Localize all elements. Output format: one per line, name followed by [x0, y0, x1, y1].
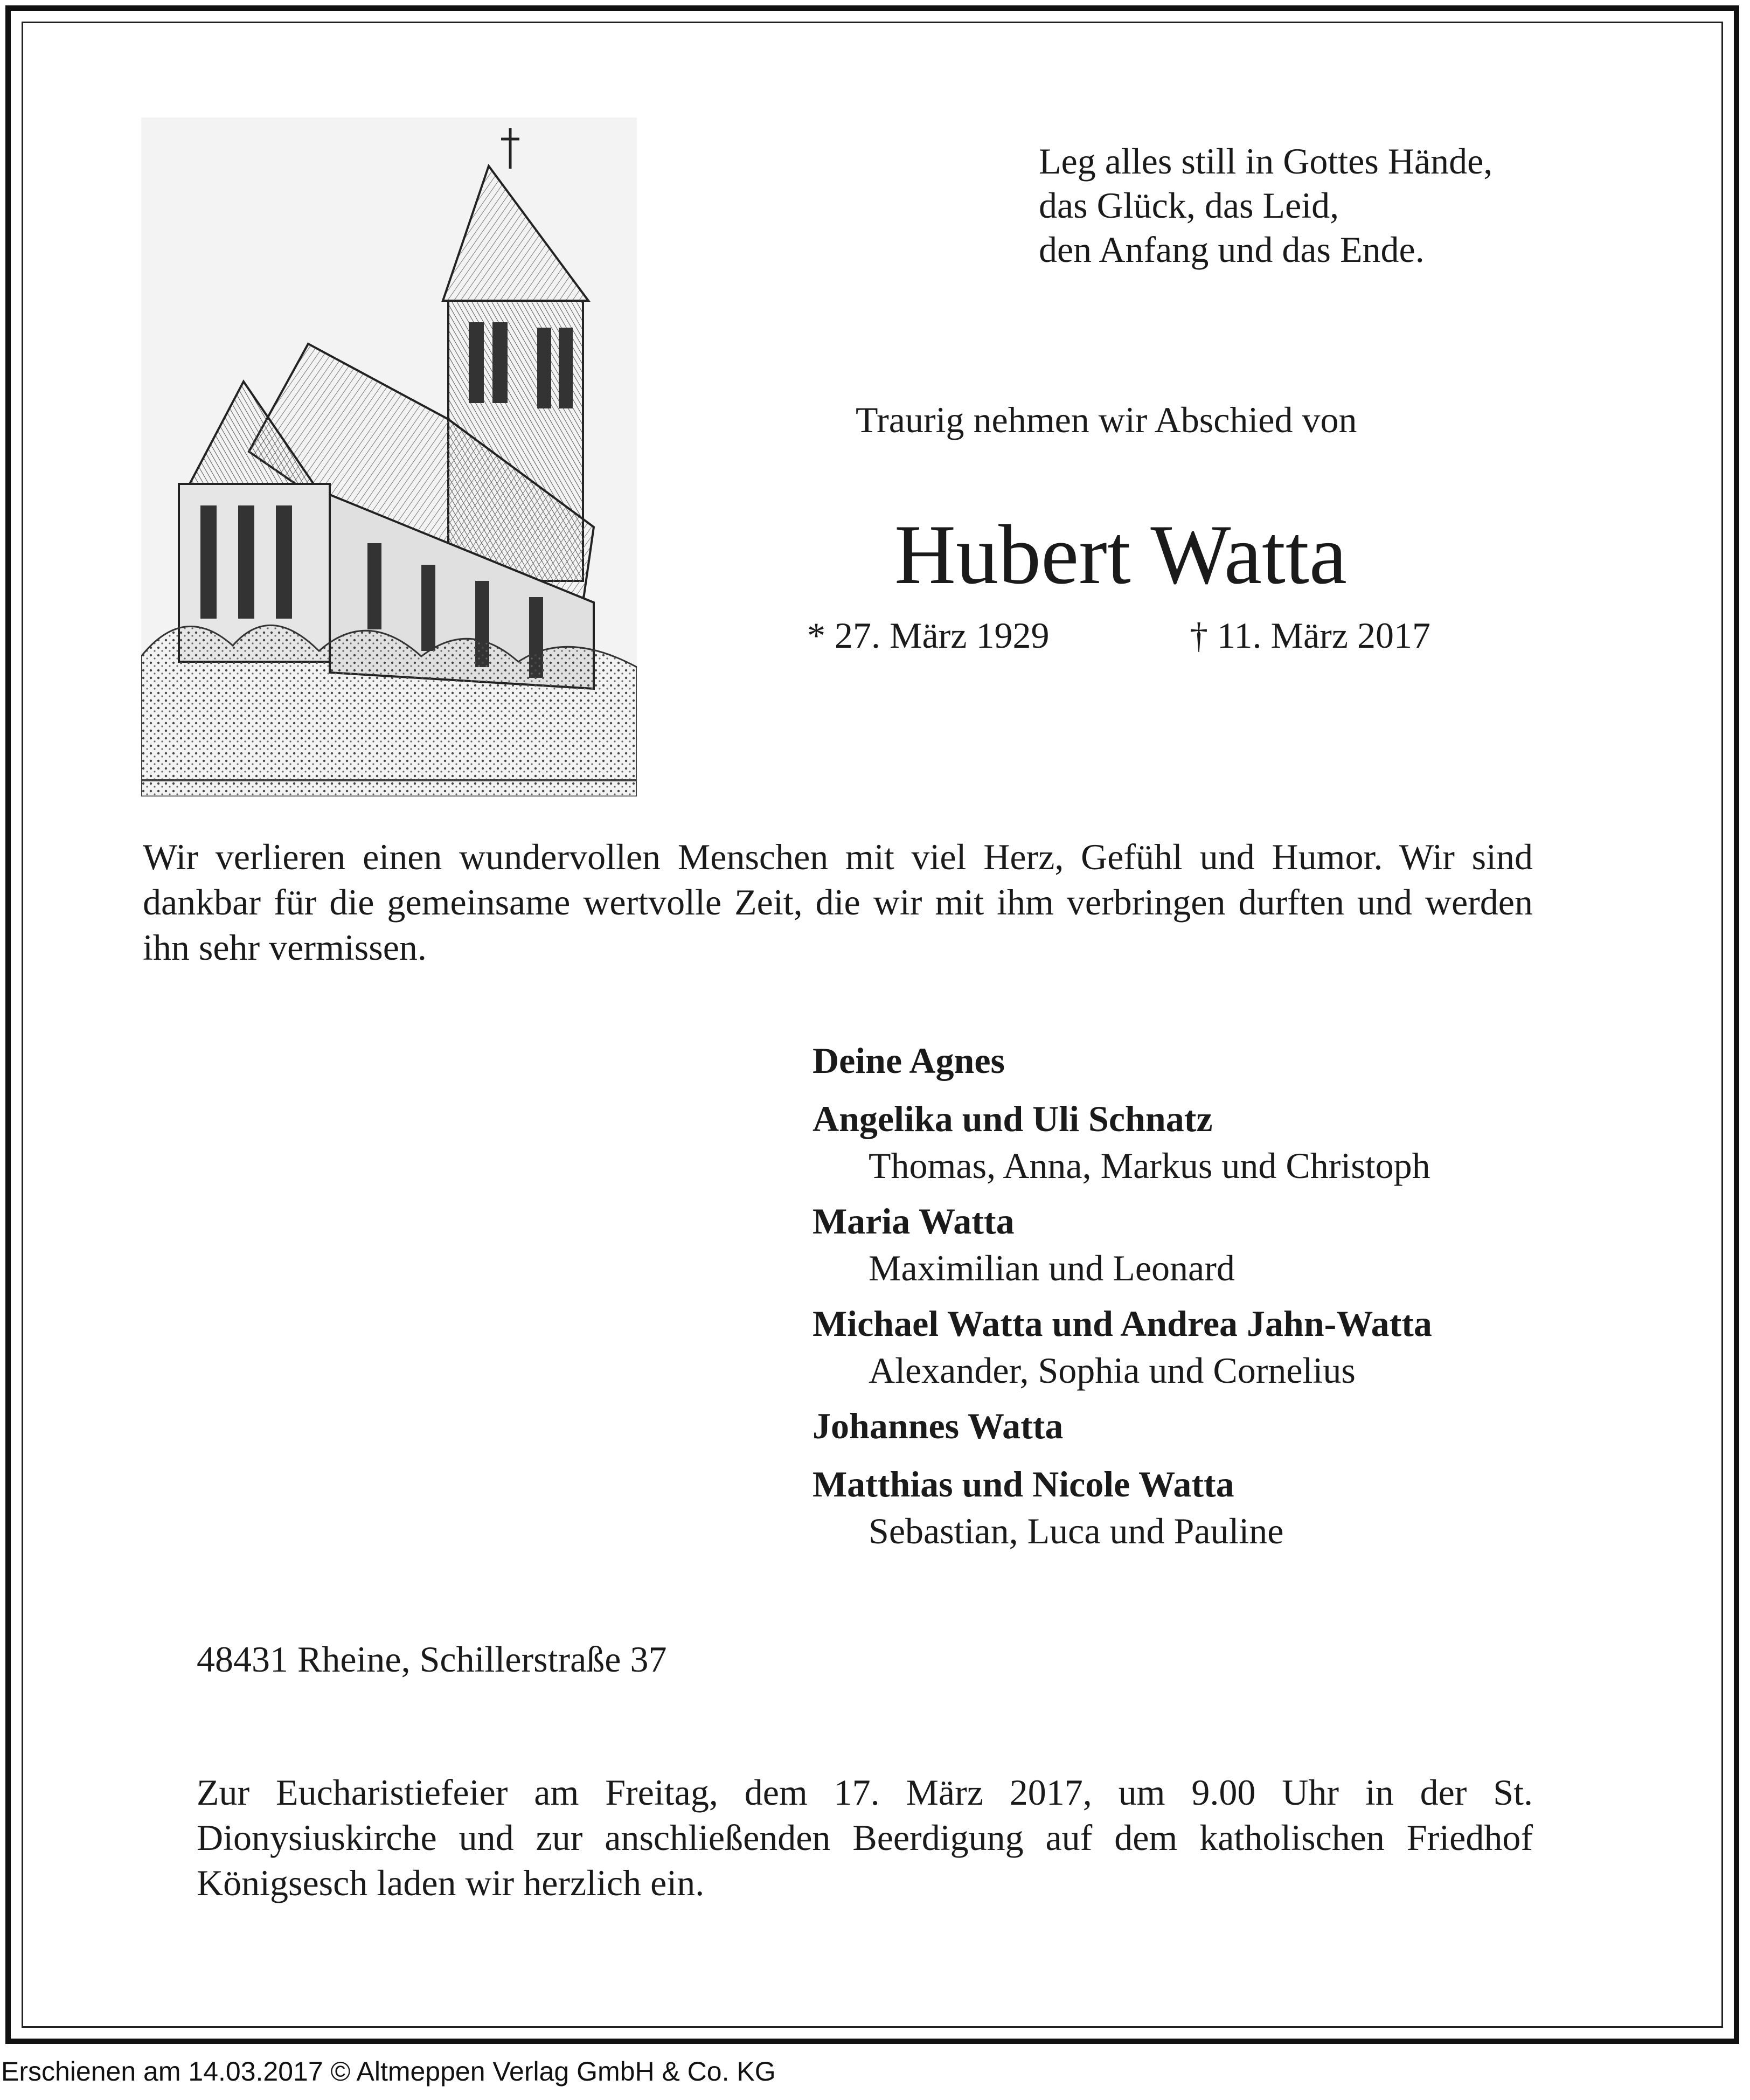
family-entry [813, 1459, 1567, 1553]
family-children: Maximilian und Leonard [869, 1247, 1235, 1288]
family-member-name: Angelika und Uli Schnatz [813, 1098, 1213, 1139]
family-entry [813, 1401, 1567, 1451]
deceased-name: Hubert Watta [894, 508, 1347, 602]
service-announcement: Zur Eucharistiefeier am Freitag, dem 17. März 2017, um 9.00 Uhr in der St. Dionysiuskirche und zur anschließenden Beerdigung auf dem katholischen Friedhof Königsesch laden wir herzlich ein. [197, 1772, 1533, 1903]
family-member-name: Matthias und Nicole Watta [813, 1464, 1234, 1505]
birth-date: * 27. März 1929 [807, 615, 1050, 656]
family-member-name: Maria Watta [813, 1201, 1015, 1242]
publication-footer: Erschienen am 14.03.2017 © Altmeppen Verlag GmbH & Co. KG [1, 2056, 776, 2087]
family-member-name: Johannes Watta [813, 1405, 1064, 1446]
family-entry [813, 1094, 1567, 1188]
family-entry [813, 1036, 1567, 1085]
tribute-paragraph: Wir verlieren einen wundervollen Menschen mit viel Herz, Gefühl und Humor. Wir sind dankbar für die gemeinsame wertvolle Zeit, die wir mit ihm verbringen durften und werden ihn sehr vermissen. [143, 836, 1533, 968]
family-entry [813, 1299, 1567, 1392]
family-children: Sebastian, Luca und Pauline [869, 1510, 1284, 1551]
address: 48431 Rheine, Schillerstraße 37 [197, 1639, 667, 1680]
verse: Leg alles still in Gottes Hände, das Glück, das Leid, den Anfang und das Ende. [1039, 141, 1493, 270]
family-member-name: Michael Watta und Andrea Jahn-Watta [813, 1303, 1432, 1344]
church-illustration [141, 117, 637, 796]
family-entry [813, 1196, 1567, 1290]
family-list [813, 1036, 1567, 1562]
family-children: Thomas, Anna, Markus und Christoph [869, 1145, 1430, 1186]
death-date: † 11. März 2017 [1190, 615, 1430, 656]
intro-line: Traurig nehmen wir Abschied von [856, 399, 1357, 440]
family-member-name: Deine Agnes [813, 1040, 1005, 1081]
family-children: Alexander, Sophia und Cornelius [869, 1350, 1356, 1391]
